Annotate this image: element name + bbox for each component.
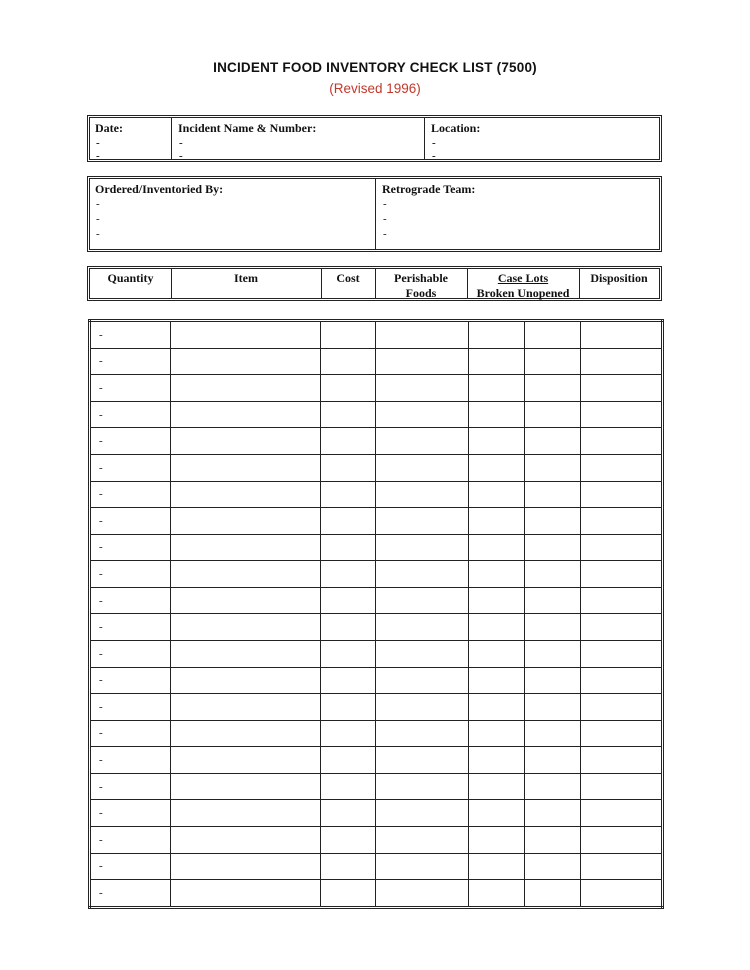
quantity-header: Quantity: [107, 271, 154, 285]
ordered-by-line[interactable]: -: [96, 213, 100, 225]
table-row: [90, 853, 663, 880]
unopened-cell[interactable]: [525, 401, 581, 428]
cost-cell[interactable]: [321, 534, 376, 561]
quantity-cell[interactable]: -: [90, 375, 171, 402]
unopened-cell[interactable]: [525, 694, 581, 721]
item-cell[interactable]: [171, 800, 321, 827]
perishable-cell[interactable]: [376, 640, 469, 667]
table-row: [90, 348, 663, 375]
item-header: Item: [234, 271, 258, 285]
item-cell[interactable]: [171, 773, 321, 800]
unopened-cell[interactable]: [525, 481, 581, 508]
broken-cell[interactable]: [469, 561, 525, 588]
broken-cell[interactable]: [469, 534, 525, 561]
quantity-cell[interactable]: -: [90, 587, 171, 614]
location-line[interactable]: -: [432, 137, 436, 149]
perishable-cell[interactable]: [376, 667, 469, 694]
disposition-cell[interactable]: [581, 375, 663, 402]
broken-cell[interactable]: [469, 720, 525, 747]
quantity-cell[interactable]: -: [90, 481, 171, 508]
table-row: [90, 667, 663, 694]
disposition-cell[interactable]: [581, 720, 663, 747]
quantity-cell[interactable]: -: [90, 773, 171, 800]
disposition-cell[interactable]: [581, 853, 663, 880]
incident-line[interactable]: -: [179, 150, 183, 162]
perishable-cell[interactable]: [376, 428, 469, 455]
broken-cell[interactable]: [469, 321, 525, 349]
quantity-cell[interactable]: -: [90, 534, 171, 561]
perishable-cell[interactable]: [376, 827, 469, 854]
unopened-cell[interactable]: [525, 720, 581, 747]
broken-cell[interactable]: [469, 348, 525, 375]
disposition-cell[interactable]: [581, 321, 663, 349]
disposition-cell[interactable]: [581, 401, 663, 428]
divider: [375, 179, 376, 249]
retrograde-team-line[interactable]: -: [383, 228, 387, 240]
table-row: [90, 508, 663, 535]
broken-cell[interactable]: [469, 827, 525, 854]
cost-cell[interactable]: [321, 587, 376, 614]
perishable-cell[interactable]: [376, 508, 469, 535]
perishable-header-line1: Perishable: [394, 271, 448, 285]
date-label: Date:: [95, 121, 123, 135]
table-row: [90, 375, 663, 402]
disposition-cell[interactable]: [581, 773, 663, 800]
cost-cell[interactable]: [321, 321, 376, 349]
unopened-cell[interactable]: [525, 667, 581, 694]
column-header-box: [87, 266, 662, 301]
ordered-by-line[interactable]: -: [96, 228, 100, 240]
perishable-cell[interactable]: [376, 614, 469, 641]
cost-cell[interactable]: [321, 561, 376, 588]
personnel-box: [87, 176, 662, 252]
quantity-cell[interactable]: -: [90, 694, 171, 721]
item-cell[interactable]: [171, 747, 321, 774]
incident-name-label: Incident Name & Number:: [178, 121, 317, 135]
quantity-cell[interactable]: -: [90, 401, 171, 428]
broken-cell[interactable]: [469, 667, 525, 694]
revision-subtitle: (Revised 1996): [329, 81, 421, 96]
item-cell[interactable]: [171, 375, 321, 402]
item-cell[interactable]: [171, 614, 321, 641]
broken-unopened-label: Broken Unopened: [476, 286, 570, 300]
perishable-cell[interactable]: [376, 481, 469, 508]
disposition-cell[interactable]: [581, 481, 663, 508]
broken-cell[interactable]: [469, 773, 525, 800]
case-lots-label: Case Lots: [497, 271, 549, 285]
quantity-cell[interactable]: -: [90, 880, 171, 908]
unopened-cell[interactable]: [525, 348, 581, 375]
broken-cell[interactable]: [469, 587, 525, 614]
item-cell[interactable]: [171, 667, 321, 694]
disposition-cell[interactable]: [581, 508, 663, 535]
item-cell[interactable]: [171, 587, 321, 614]
cost-cell[interactable]: [321, 348, 376, 375]
broken-cell[interactable]: [469, 401, 525, 428]
broken-cell[interactable]: [469, 481, 525, 508]
incident-info-box: [87, 115, 662, 162]
perishable-cell[interactable]: [376, 853, 469, 880]
item-cell[interactable]: [171, 428, 321, 455]
unopened-cell[interactable]: [525, 375, 581, 402]
disposition-cell[interactable]: [581, 454, 663, 481]
quantity-cell[interactable]: -: [90, 747, 171, 774]
table-row: [90, 827, 663, 854]
item-cell[interactable]: [171, 534, 321, 561]
cost-cell[interactable]: [321, 481, 376, 508]
cost-cell[interactable]: [321, 747, 376, 774]
disposition-cell[interactable]: [581, 880, 663, 908]
item-cell[interactable]: [171, 481, 321, 508]
quantity-cell[interactable]: -: [90, 720, 171, 747]
broken-cell[interactable]: [469, 614, 525, 641]
table-row: [90, 481, 663, 508]
table-row: [90, 428, 663, 455]
unopened-cell[interactable]: [525, 827, 581, 854]
cost-cell[interactable]: [321, 667, 376, 694]
broken-cell[interactable]: [469, 454, 525, 481]
perishable-header-line2: Foods: [405, 286, 437, 300]
retrograde-team-line[interactable]: -: [383, 198, 387, 210]
perishable-cell[interactable]: [376, 534, 469, 561]
unopened-cell[interactable]: [525, 428, 581, 455]
unopened-cell[interactable]: [525, 853, 581, 880]
quantity-cell[interactable]: -: [90, 454, 171, 481]
perishable-cell[interactable]: [376, 694, 469, 721]
table-row: [90, 640, 663, 667]
unopened-cell[interactable]: [525, 880, 581, 908]
location-line[interactable]: -: [432, 150, 436, 162]
broken-cell[interactable]: [469, 800, 525, 827]
case-lots-header: [467, 271, 579, 301]
quantity-cell[interactable]: -: [90, 853, 171, 880]
retrograde-team-line[interactable]: -: [383, 213, 387, 225]
perishable-header: [375, 271, 467, 301]
table-row: [90, 561, 663, 588]
perishable-cell[interactable]: [376, 880, 469, 908]
table-row: [90, 694, 663, 721]
broken-cell[interactable]: [469, 508, 525, 535]
table-row: [90, 880, 663, 908]
table-row: [90, 773, 663, 800]
cost-cell[interactable]: [321, 694, 376, 721]
table-row: [90, 614, 663, 641]
disposition-cell[interactable]: [581, 640, 663, 667]
quantity-cell[interactable]: -: [90, 348, 171, 375]
cost-cell[interactable]: [321, 773, 376, 800]
ordered-by-line[interactable]: -: [96, 198, 100, 210]
table-row: [90, 534, 663, 561]
cost-cell[interactable]: [321, 800, 376, 827]
perishable-cell[interactable]: [376, 587, 469, 614]
broken-cell[interactable]: [469, 880, 525, 908]
table-row: [90, 454, 663, 481]
quantity-cell[interactable]: -: [90, 561, 171, 588]
quantity-cell[interactable]: -: [90, 667, 171, 694]
disposition-cell[interactable]: [581, 534, 663, 561]
cost-cell[interactable]: [321, 428, 376, 455]
unopened-cell[interactable]: [525, 587, 581, 614]
item-cell[interactable]: [171, 401, 321, 428]
unopened-cell[interactable]: [525, 640, 581, 667]
cost-cell[interactable]: [321, 508, 376, 535]
divider: [171, 118, 172, 159]
item-cell[interactable]: [171, 508, 321, 535]
inventory-table: [88, 319, 664, 909]
broken-cell[interactable]: [469, 694, 525, 721]
quantity-cell[interactable]: -: [90, 614, 171, 641]
unopened-cell[interactable]: [525, 747, 581, 774]
item-cell[interactable]: [171, 640, 321, 667]
broken-cell[interactable]: [469, 375, 525, 402]
broken-cell[interactable]: [469, 853, 525, 880]
location-label: Location:: [431, 121, 481, 135]
date-line[interactable]: -: [96, 137, 100, 149]
disposition-cell[interactable]: [581, 348, 663, 375]
table-row: [90, 321, 663, 349]
quantity-cell[interactable]: -: [90, 508, 171, 535]
unopened-cell[interactable]: [525, 508, 581, 535]
cost-cell[interactable]: [321, 454, 376, 481]
quantity-cell[interactable]: -: [90, 800, 171, 827]
disposition-cell[interactable]: [581, 667, 663, 694]
perishable-cell[interactable]: [376, 561, 469, 588]
table-row: [90, 587, 663, 614]
cost-cell[interactable]: [321, 720, 376, 747]
perishable-cell[interactable]: [376, 348, 469, 375]
unopened-cell[interactable]: [525, 321, 581, 349]
item-cell[interactable]: [171, 694, 321, 721]
cost-cell[interactable]: [321, 375, 376, 402]
retrograde-team-label: Retrograde Team:: [382, 182, 476, 196]
disposition-cell[interactable]: [581, 800, 663, 827]
broken-cell[interactable]: [469, 640, 525, 667]
disposition-cell[interactable]: [581, 428, 663, 455]
broken-cell[interactable]: [469, 428, 525, 455]
cost-cell[interactable]: [321, 614, 376, 641]
disposition-cell[interactable]: [581, 614, 663, 641]
table-row: [90, 747, 663, 774]
cost-cell[interactable]: [321, 827, 376, 854]
perishable-cell[interactable]: [376, 401, 469, 428]
page-title: INCIDENT FOOD INVENTORY CHECK LIST (7500): [213, 60, 537, 75]
unopened-cell[interactable]: [525, 614, 581, 641]
incident-line[interactable]: -: [179, 137, 183, 149]
disposition-cell[interactable]: [581, 747, 663, 774]
divider: [424, 118, 425, 159]
table-row: [90, 720, 663, 747]
item-cell[interactable]: [171, 880, 321, 908]
cost-cell[interactable]: [321, 401, 376, 428]
table-row: [90, 401, 663, 428]
perishable-cell[interactable]: [376, 747, 469, 774]
quantity-cell[interactable]: -: [90, 640, 171, 667]
unopened-cell[interactable]: [525, 561, 581, 588]
perishable-cell[interactable]: [376, 773, 469, 800]
disposition-header: Disposition: [590, 271, 648, 285]
cost-header: Cost: [336, 271, 360, 285]
item-cell[interactable]: [171, 321, 321, 349]
item-cell[interactable]: [171, 827, 321, 854]
ordered-by-label: Ordered/Inventoried By:: [95, 182, 224, 196]
disposition-cell[interactable]: [581, 827, 663, 854]
quantity-cell[interactable]: -: [90, 321, 171, 349]
perishable-cell[interactable]: [376, 454, 469, 481]
disposition-cell[interactable]: [581, 561, 663, 588]
perishable-cell[interactable]: [376, 375, 469, 402]
perishable-cell[interactable]: [376, 321, 469, 349]
item-cell[interactable]: [171, 348, 321, 375]
broken-cell[interactable]: [469, 747, 525, 774]
perishable-cell[interactable]: [376, 720, 469, 747]
disposition-cell[interactable]: [581, 694, 663, 721]
unopened-cell[interactable]: [525, 534, 581, 561]
date-line[interactable]: -: [96, 150, 100, 162]
item-cell[interactable]: [171, 720, 321, 747]
unopened-cell[interactable]: [525, 800, 581, 827]
item-cell[interactable]: [171, 561, 321, 588]
cost-cell[interactable]: [321, 853, 376, 880]
table-row: [90, 800, 663, 827]
cost-cell[interactable]: [321, 880, 376, 908]
disposition-cell[interactable]: [581, 587, 663, 614]
perishable-cell[interactable]: [376, 800, 469, 827]
unopened-cell[interactable]: [525, 773, 581, 800]
cost-cell[interactable]: [321, 640, 376, 667]
unopened-cell[interactable]: [525, 454, 581, 481]
quantity-cell[interactable]: -: [90, 428, 171, 455]
item-cell[interactable]: [171, 853, 321, 880]
item-cell[interactable]: [171, 454, 321, 481]
quantity-cell[interactable]: -: [90, 827, 171, 854]
